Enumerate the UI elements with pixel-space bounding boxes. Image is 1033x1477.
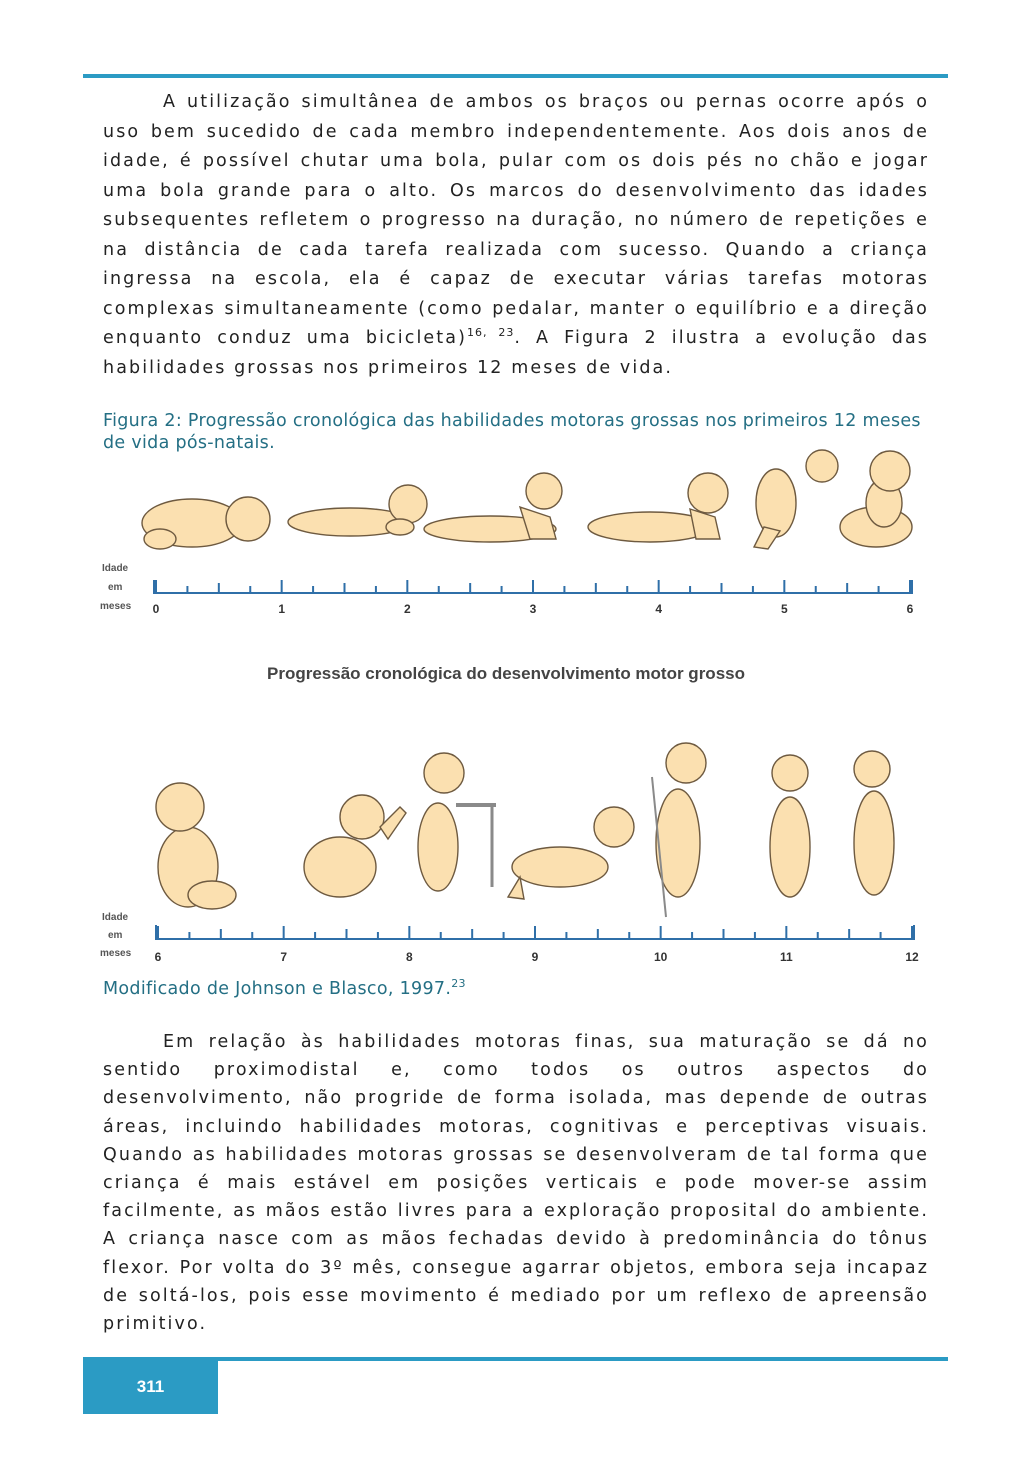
baby-crawling (508, 807, 634, 899)
baby-arms-extended (588, 473, 728, 542)
baby-pulled-sit (754, 450, 838, 549)
bottom-axis-tick-label: 12 (905, 950, 919, 964)
axis-label-em-top: em (108, 582, 123, 593)
figure-title: Progressão cronológica do desenvolvimento motor grosso (267, 664, 745, 683)
axis-label-idade-bottom: Idade (102, 912, 129, 923)
paragraph-fine-motor: Em relação às habilidades motoras finas, sua maturação se dá no sentido proximodistal e, como todos os outros aspectos do desenvolvimento, não progride de forma isolada, mas depende de outras áreas, incluindo habilidades motoras, cognitivas e perceptivas visuais. Quando as habilidades motoras grossas se desenvolveram de tal forma que criança é mais estável em posições verticais e pode mover-se assim facilmente, as mãos estão livres para a exploração proposital do ambiente. A criança nasce com as mãos fechadas devido à predominância do tônus flexor. Por volta do 3º mês, consegue agarrar objetos, embora seja incapaz de soltá-los, pois esse movimento é mediado por um reflexo de apreensão primitivo. (103, 1032, 929, 1335)
bottom-axis-tick-label: 9 (531, 950, 539, 964)
top-axis-tick-label: 4 (655, 602, 663, 616)
top-axis-tick-label: 0 (152, 602, 160, 616)
source-reference: 23 (451, 977, 466, 991)
baby-head-lift (288, 485, 427, 536)
axis-label-meses-bottom: meses (100, 948, 132, 959)
top-axis-tick-label: 5 (780, 602, 788, 616)
axis-label-idade-top: Idade (102, 563, 129, 574)
baby-newborn-flexed (142, 497, 270, 549)
figure-caption: Figura 2: Progressão cronológica das habilidades motoras grossas nos primeiros 12 meses de vida pós-natais. (103, 411, 921, 453)
figure-2 (100, 447, 930, 977)
baby-sitting-supported (840, 451, 912, 547)
baby-standing-support (418, 753, 496, 891)
top-axis-tick-label: 6 (906, 602, 914, 616)
bottom-axis-tick-label: 8 (405, 950, 413, 964)
top-rule (83, 74, 948, 78)
baby-standing-alone (770, 755, 810, 897)
axis-label-meses-top: meses (100, 601, 132, 612)
bottom-axis-tick-label: 6 (154, 950, 162, 964)
baby-sitting-independent (156, 783, 236, 909)
bottom-axis-tick-label: 11 (779, 950, 793, 964)
figure-source: Modificado de Johnson e Blasco, 1997.23 (103, 977, 466, 999)
bottom-axis-tick-label: 7 (280, 950, 288, 964)
paragraph-intro: A utilização simultânea de ambos os braços ou pernas ocorre após o uso bem sucedido de cada membro independentemente. Aos dois anos de idade, é possível chutar uma bola, pular com os dois pés no chão e jogar uma bola grande para o alto. Os marcos do desenvolvimento das idades subsequentes refletem o progresso na duração, no número de repetições e na distância de cada tarefa realizada com sucesso. Quando a criança ingressa na escola, ela é capaz de executar várias tarefas motoras complexas simultaneamente (como pedalar, manter o equilíbrio e a direção enquanto conduz uma bicicleta)$^{16, 23}$. A Figura 2 ilustra a evolução das habilidades grossas nos primeiros 12 meses de vida. (103, 92, 929, 378)
baby-crawl-ready (304, 795, 406, 897)
reference-superscript: 16, 23 (467, 326, 515, 340)
baby-walking (854, 751, 894, 895)
bottom-axis-tick-label: 10 (653, 950, 668, 964)
top-axis-tick-label: 3 (529, 602, 537, 616)
baby-chest-lift (424, 473, 562, 542)
page-number: 311 (83, 1360, 218, 1414)
top-axis-tick-label: 1 (278, 602, 286, 616)
axis-label-em-bottom: em (108, 930, 123, 941)
baby-cruising (652, 743, 706, 917)
top-axis-tick-label: 2 (403, 602, 411, 616)
